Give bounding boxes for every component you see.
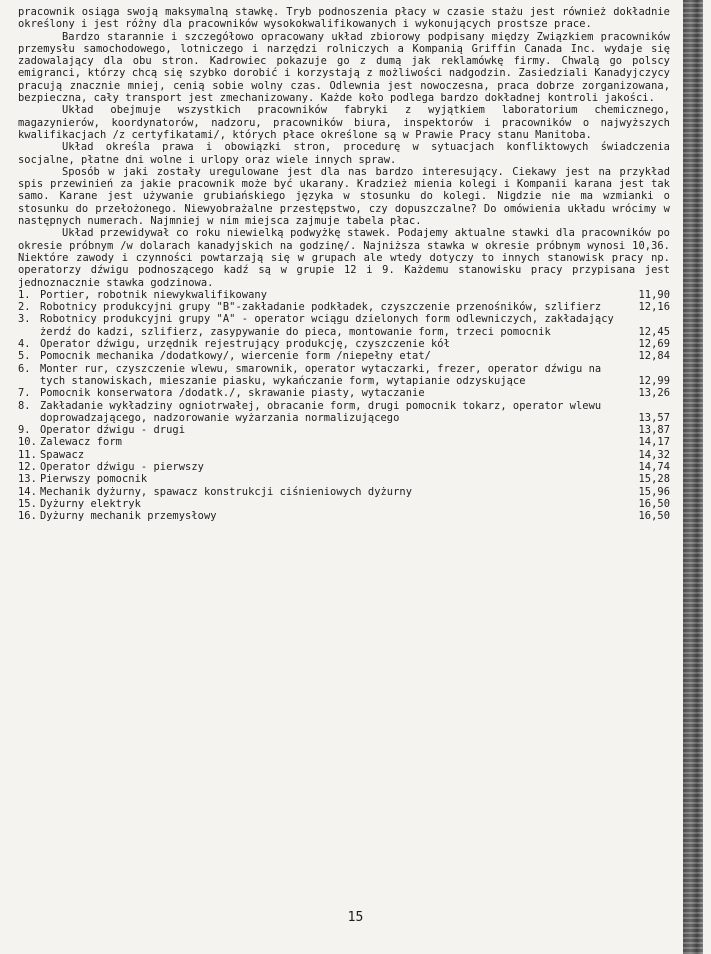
wage-description: Dyżurny elektryk: [40, 497, 141, 510]
wage-number: 1.: [18, 288, 31, 301]
wage-rate: 12,99: [638, 374, 670, 387]
wage-description: Zakładanie wykładziny ogniotrwałej, obracanie form, drugi pomocnik tokarz, operator wlewu doprowadzającego, nadzorowanie wyżarzania normalizującego: [40, 399, 602, 424]
wage-rate: 16,50: [638, 497, 670, 510]
page-number: 15: [347, 910, 364, 925]
wage-number: 7.: [18, 387, 31, 400]
wage-number: 11.: [18, 448, 37, 461]
wage-rate: 13,87: [638, 424, 670, 437]
document-body: [18, 6, 670, 522]
wage-number: 8.: [18, 399, 31, 412]
wage-rate: 13,26: [638, 387, 670, 400]
wage-number: 14.: [18, 485, 37, 498]
wage-number: 5.: [18, 350, 31, 363]
wage-row: [18, 461, 670, 473]
wage-description: Monter rur, czyszczenie wlewu, smarownik, operator wytaczarki, frezer, operator dźwigu na tych stanowiskach, mieszanie piasku, wykańczanie form, wytapianie odzyskujące: [40, 362, 602, 387]
wage-description: Pierwszy pomocnik: [40, 473, 148, 486]
paragraph-collective-agreement: Bardzo starannie i szczegółowo opracowany układ zbiorowy podpisany między Związkiem pracowników przemysłu samochodowego, lotniczego i narzędzi rolniczych a Kompanią Griffin Canada Inc. wydaje się zadowalający dla obu stron. Kadrowiec pokazuje go z dumą jak reklamówkę firmy. Chwalą go polscy emigranci, którzy chcą się szybko dorobić i korzystają z możliwości nadgodzin. Zasiedziali Kanadyjczycy pracują znacznie mniej, cenią sobie wolny czas. Odlewnia jest nowoczesna, praca dobrze zorganizowana, bezpieczna, cały transport jest zmechanizowany. Każde koło podlega bardzo dokładnej kontroli jakości.: [18, 30, 670, 105]
paragraph-intro: pracownik osiąga swoją maksymalną stawkę. Tryb podnoszenia płacy w czasie stażu jest również dokładnie określony i jest różny dla pracowników wysokokwalifikowanych i wykonujących prostsze prace.: [18, 6, 670, 31]
wage-description: Operator dźwigu, urzędnik rejestrujący produkcję, czyszczenie kół: [40, 338, 450, 351]
wage-row: [18, 387, 670, 399]
wage-row: [18, 301, 670, 313]
wage-row: [18, 313, 670, 338]
wage-description: Spawacz: [40, 448, 85, 461]
paragraph-rights: Układ określa prawa i obowiązki stron, procedurę w sytuacjach konfliktowych świadczenia socjalne, płatne dni wolne i urlopy oraz wiele innych spraw.: [18, 141, 670, 166]
wage-row: [18, 473, 670, 485]
wage-row: [18, 449, 670, 461]
wage-number: 6.: [18, 362, 31, 375]
wage-row: [18, 498, 670, 510]
wage-row: [18, 338, 670, 350]
binding-strip: [683, 0, 703, 954]
wage-rate: 16,50: [638, 510, 670, 523]
wage-row: [18, 510, 670, 522]
wage-row: [18, 486, 670, 498]
wage-row: [18, 436, 670, 448]
wage-rate: 15,96: [638, 485, 670, 498]
wage-number: 12.: [18, 460, 37, 473]
wage-number: 10.: [18, 436, 37, 449]
paragraph-offences: Sposób w jaki zostały uregulowane jest dla nas bardzo interesujący. Ciekawy jest na przykład spis przewinień za jakie pracownik może być ukarany. Kradzież mienia kolegi i Kompanii karana jest tak samo. Karane jest używanie grubiańskiego języka w stosunku do kolegi. Nigdzie nie ma wzmianki o stosunku do przełożonego. Niewyobrażalne przestępstwo, czy dopuszczalne? Do omówienia układu wrócimy w następnych numerach. Najmniej w nim miejsca zajmuje tabela płac.: [18, 165, 670, 228]
wage-number: 3.: [18, 313, 31, 326]
wage-rate: 12,45: [638, 325, 670, 338]
wage-rate: 14,17: [638, 436, 670, 449]
wage-number: 16.: [18, 510, 37, 523]
wage-rate: 12,84: [638, 350, 670, 363]
wage-table: [18, 289, 670, 523]
wage-number: 4.: [18, 338, 31, 351]
wage-number: 9.: [18, 424, 31, 437]
wage-number: 15.: [18, 497, 37, 510]
wage-description: Operator dźwigu - pierwszy: [40, 460, 204, 473]
wage-rate: 15,28: [638, 473, 670, 486]
paragraph-scope: Układ obejmuje wszystkich pracowników fabryki z wyjątkiem laboratorium chemicznego, magazynierów, koordynatorów, nadzoru, pracowników biura, inspektorów i pracowników o najwyższych kwalifikacjach /z certyfikatami/, których płace określone są w Prawie Pracy stanu Manitoba.: [18, 104, 670, 141]
wage-description: Operator dźwigu - drugi: [40, 424, 186, 437]
wage-number: 13.: [18, 473, 37, 486]
wage-rate: 14,32: [638, 448, 670, 461]
wage-row: [18, 424, 670, 436]
wage-rate: 13,57: [638, 411, 670, 424]
wage-number: 2.: [18, 301, 31, 314]
wage-rate: 11,90: [638, 288, 670, 301]
wage-description: Robotnicy produkcyjni grupy "A" - operator wciągu dzielonych form odlewniczych, zakładający żerdź do kadzi, szlifierz, zasypywanie do pieca, montowanie form, trzeci pomocnik: [40, 313, 614, 338]
wage-row: [18, 400, 670, 425]
wage-description: Mechanik dyżurny, spawacz konstrukcji ciśnieniowych dyżurny: [40, 485, 413, 498]
wage-description: Dyżurny mechanik przemysłowy: [40, 510, 217, 523]
wage-row: [18, 289, 670, 301]
paragraph-raises: Układ przewidywał co roku niewielką podwyżkę stawek. Podajemy aktualne stawki dla pracowników po okresie próbnym /w dolarach kanadyjskich na godzinę/. Najniższa stawka w okresie próbnym wynosi 10,36. Niektóre zawody i czynności powtarzają się w grupach ale wtedy dotyczy to innych stanowisk pracy np. operatorzy dźwigu podnoszącego kadź są w grupie 12 i 9. Każdemu stanowisku pracy przypisana jest jednoznacznie stawka godzinowa.: [18, 227, 670, 289]
wage-description: Robotnicy produkcyjni grupy "B"-zakładanie podkładek, czyszczenie przenośników, szlifierz: [40, 301, 602, 314]
wage-rate: 12,69: [638, 338, 670, 351]
wage-row: [18, 350, 670, 362]
wage-description: Portier, robotnik niewykwalifikowany: [40, 288, 268, 301]
wage-description: Pomocnik konserwatora /dodatk./, skrawanie piasty, wytaczanie: [40, 387, 425, 400]
wage-description: Pomocnik mechanika /dodatkowy/, wiercenie form /niepełny etat/: [40, 350, 431, 363]
wage-row: [18, 363, 670, 388]
wage-description: Zalewacz form: [40, 436, 122, 449]
wage-rate: 12,16: [638, 301, 670, 314]
wage-rate: 14,74: [638, 460, 670, 473]
